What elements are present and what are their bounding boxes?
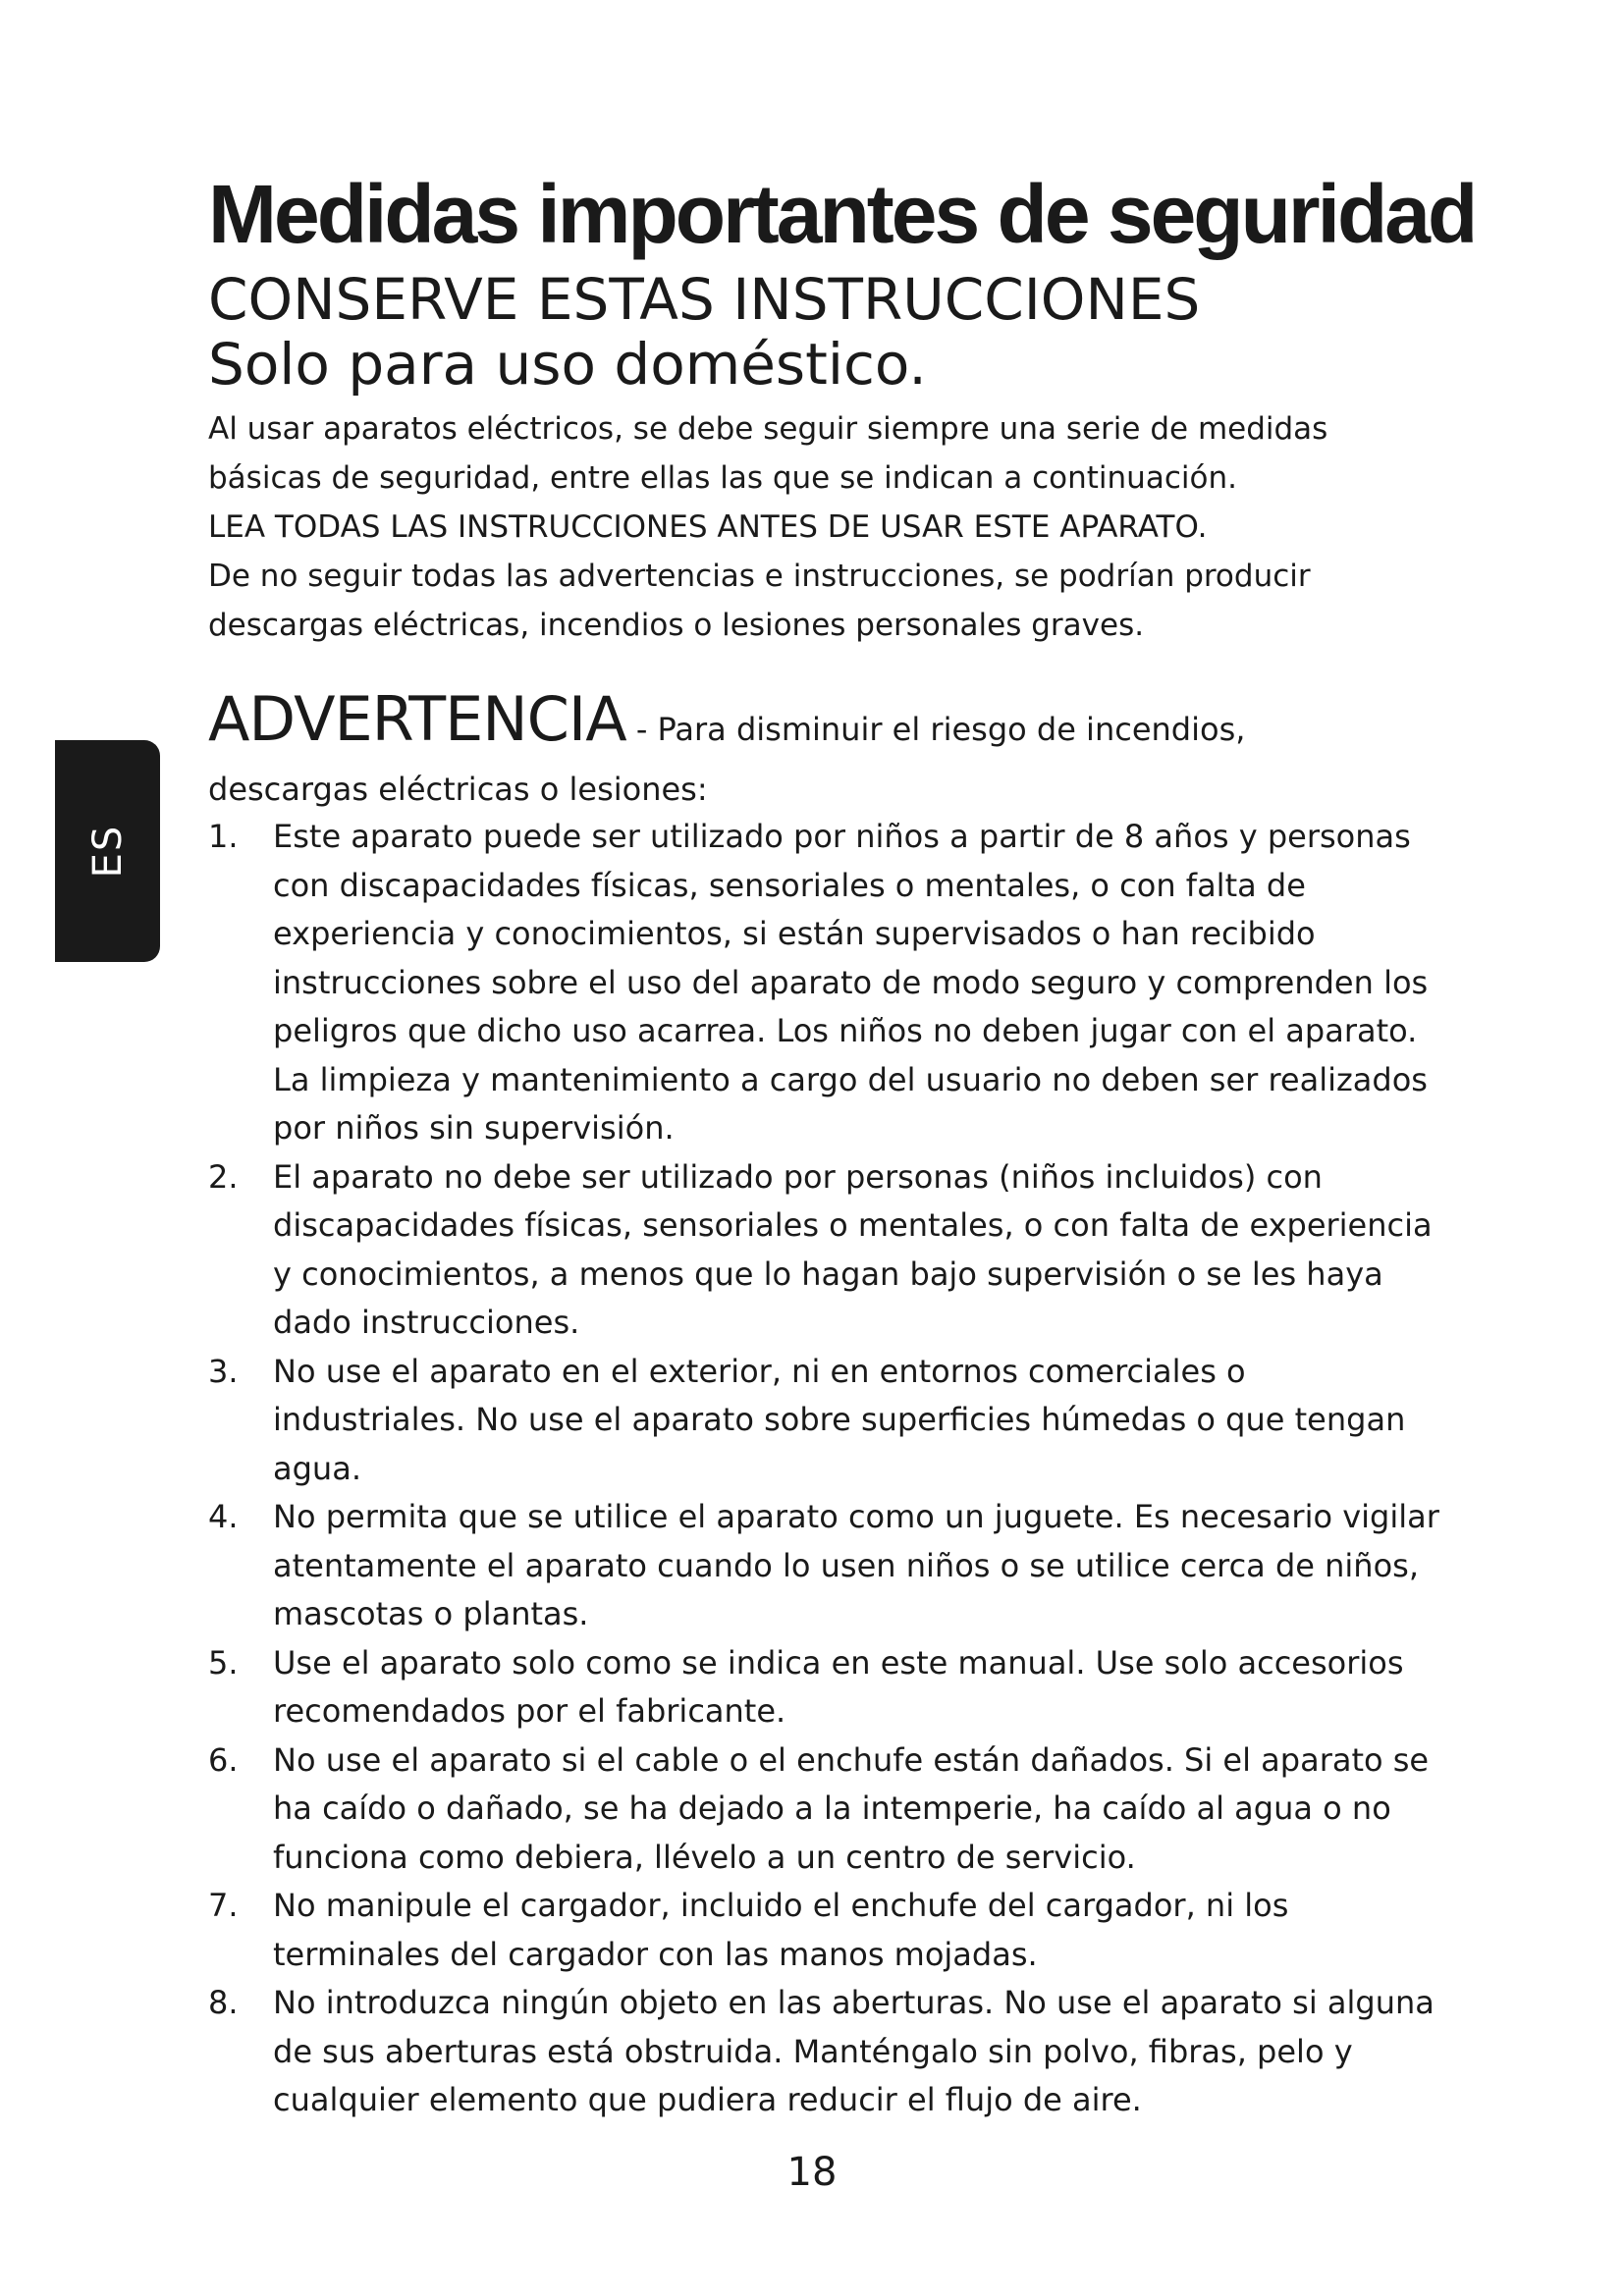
list-item (208, 1153, 1445, 1348)
list-item-text: El aparato no debe ser utilizado por personas (niños incluidos) con discapacidades físicas, sensoriales o mentales, o con falta de experiencia y conocimientos, a menos que lo hagan bajo supervisión o se les haya dado instrucciones. (273, 1157, 1433, 1341)
intro-line: descargas eléctricas, incendios o lesiones personales graves. (208, 608, 1145, 643)
page-content (208, 165, 1476, 2125)
list-item (208, 1736, 1445, 1883)
page-number: 18 (786, 2150, 838, 2195)
list-item-text: No use el aparato en el exterior, ni en entornos comerciales o industriales. No use el aparato sobre superficies húmedas o que tengan agua. (273, 1352, 1406, 1487)
list-item-number: 3. (208, 1352, 239, 1390)
list-item-text: No manipule el cargador, incluido el enchufe del cargador, ni los terminales del cargador con las manos mojadas. (273, 1887, 1289, 1973)
list-item-text: No introduzca ningún objeto en las aberturas. No use el aparato si alguna de sus aberturas está obstruida. Manténgalo sin polvo, fibras, pelo y cualquier elemento que pudiera reducir el flujo de aire. (273, 1984, 1435, 2118)
subtitle-keep-instructions: CONSERVE ESTAS INSTRUCCIONES (208, 266, 1201, 333)
warning-lead: - Para disminuir el riesgo de incendios, (625, 711, 1246, 748)
list-item-number: 7. (208, 1887, 239, 1924)
list-item-text: No use el aparato si el cable o el enchufe están dañados. Si el aparato se ha caído o dañado, se ha dejado a la intemperie, ha caído al agua o no funciona como debiera, llévelo a un centro de servicio. (273, 1740, 1430, 1876)
warning-word: ADVERTENCIA (208, 683, 626, 755)
list-item-text: Este aparato puede ser utilizado por niños a partir de 8 años y personas con discapacidades físicas, sensoriales o mentales, o con falta de experiencia y conocimientos, si están supervisados o han recibido instrucciones sobre el uso del aparato de modo seguro y comprenden los peligros que dicho uso acarrea. Los niños no deben jugar con el aparato. La limpieza y mantenimiento a cargo del usuario no deben ser realizados por niños sin supervisión. (273, 818, 1429, 1147)
list-item-number: 2. (208, 1157, 239, 1196)
list-item (208, 813, 1445, 1153)
intro-paragraph (208, 404, 1445, 650)
list-item-text: Use el aparato solo como se indica en este manual. Use solo accesorios recomendados por el fabricante. (273, 1643, 1404, 1730)
list-item-number: 5. (208, 1643, 239, 1682)
language-tab (55, 740, 160, 962)
warning-heading (208, 683, 1445, 766)
list-item-text: No permita que se utilice el aparato como un juguete. Es necesario vigilar atentamente el aparato cuando lo usen niños o se utilice cerca de niños, mascotas o plantas. (273, 1498, 1439, 1632)
list-item (208, 1979, 1445, 2125)
list-item (208, 1639, 1445, 1736)
list-item-number: 4. (208, 1498, 239, 1535)
intro-line: LEA TODAS LAS INSTRUCCIONES ANTES DE USAR ESTE APARATO. (208, 509, 1208, 545)
list-item (208, 1882, 1445, 1979)
warning-section (208, 683, 1445, 2125)
list-item-number: 1. (208, 818, 239, 855)
list-item-number: 6. (208, 1740, 239, 1779)
warning-continuation: descargas eléctricas o lesiones: (208, 771, 708, 808)
subtitle-household-use: Solo para uso doméstico. (208, 331, 927, 398)
intro-line: De no seguir todas las advertencias e instrucciones, se podrían producir (208, 559, 1311, 594)
page-title: Medidas importantes de seguridad (208, 168, 1476, 260)
list-item (208, 1348, 1445, 1494)
intro-line: Al usar aparatos eléctricos, se debe seguir siempre una serie de medidas (208, 411, 1328, 447)
list-item (208, 1493, 1445, 1639)
safety-list (208, 813, 1445, 2125)
intro-line: básicas de seguridad, entre ellas las que se indican a continuación. (208, 460, 1237, 496)
language-tab-label: ES (84, 824, 131, 879)
list-item-number: 8. (208, 1984, 239, 2021)
